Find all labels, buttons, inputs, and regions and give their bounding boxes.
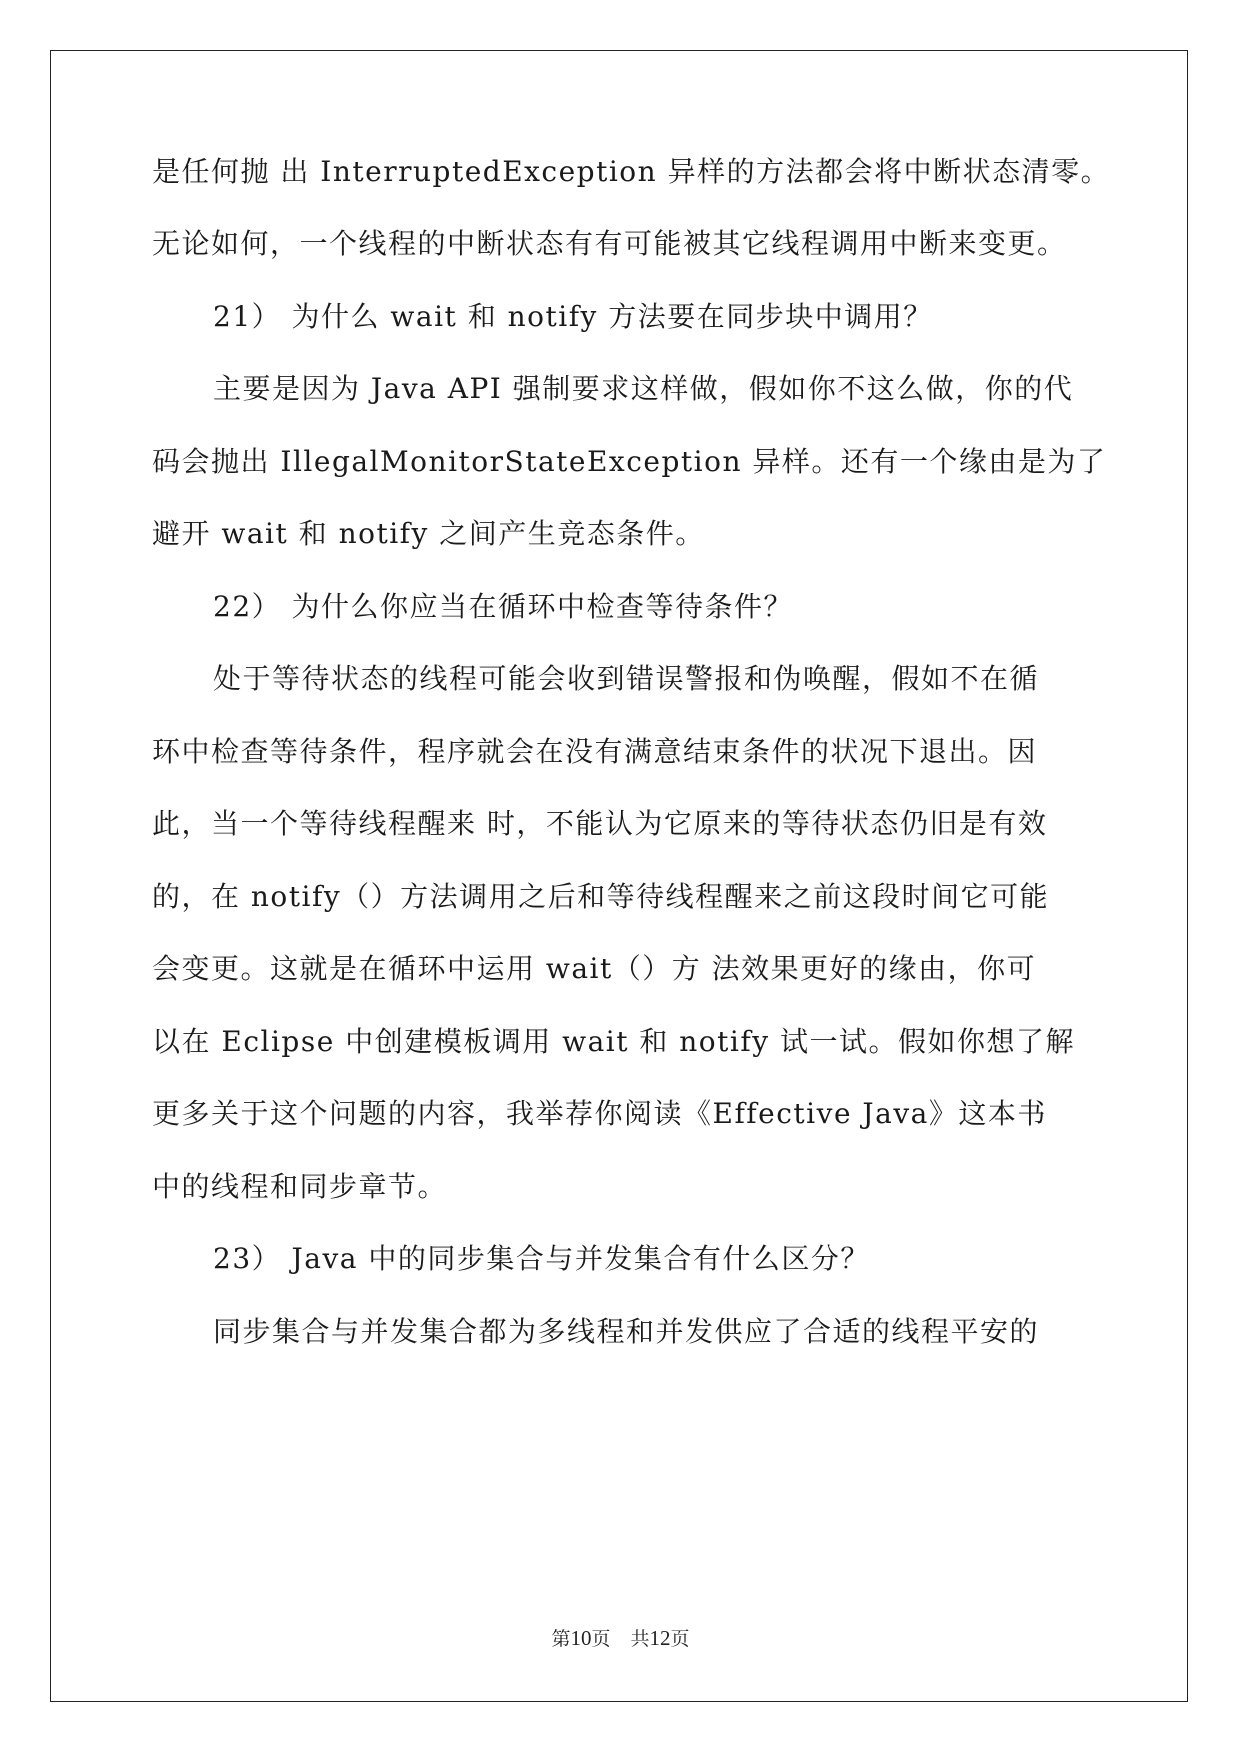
- question-heading: 22） 为什么你应当在循环中检查等待条件？: [213, 590, 794, 623]
- body-line: 会变更。这就是在循环中运用 wait（）方 法效果更好的缘由，你可: [152, 952, 1037, 985]
- page-prefix: 第: [551, 1628, 571, 1650]
- total-suffix: 页: [670, 1628, 690, 1650]
- total-pages: 12: [649, 1626, 671, 1650]
- body-line: 处于等待状态的线程可能会收到错误警报和伪唤醒，假如不在循: [213, 662, 1040, 695]
- question-heading: 21） 为什么 wait 和 notify 方法要在同步块中调用？: [213, 300, 933, 333]
- page-number: 10: [570, 1626, 592, 1650]
- body-line: 同步集合与并发集合都为多线程和并发供应了合适的线程平安的: [213, 1315, 1040, 1348]
- body-line: 更多关于这个问题的内容，我举荐你阅读《Effective Java》这本书: [152, 1097, 1047, 1130]
- body-line: 此，当一个等待线程醒来 时，不能认为它原来的等待状态仍旧是有效: [152, 807, 1048, 840]
- page-footer: [0, 1626, 1241, 1651]
- question-heading: 23） Java 中的同步集合与并发集合有什么区分？: [213, 1242, 870, 1275]
- body-line: 以在 Eclipse 中创建模板调用 wait 和 notify 试一试。假如你想了解: [152, 1025, 1075, 1058]
- page-suffix: 页: [591, 1628, 611, 1650]
- body-line: 的，在 notify（）方法调用之后和等待线程醒来之前这段时间它可能: [152, 880, 1050, 913]
- body-line: 环中检查等待条件，程序就会在没有满意结束条件的状况下退出。因: [152, 735, 1038, 768]
- body-line: 主要是因为 Java API 强制要求这样做，假如你不这么做，你的代: [213, 372, 1074, 405]
- total-prefix: 共: [630, 1628, 650, 1650]
- body-line: 码会抛出 IllegalMonitorStateException 异样。还有一个缘由是为了: [152, 445, 1107, 478]
- body-line: 中的线程和同步章节。: [152, 1170, 448, 1203]
- body-line: 无论如何，一个线程的中断状态有有可能被其它线程调用中断来变更。: [152, 227, 1067, 260]
- body-line: 避开 wait 和 notify 之间产生竞态条件。: [152, 517, 705, 550]
- body-line: 是任何抛 出 InterruptedException 异样的方法都会将中断状态清零。: [152, 155, 1111, 188]
